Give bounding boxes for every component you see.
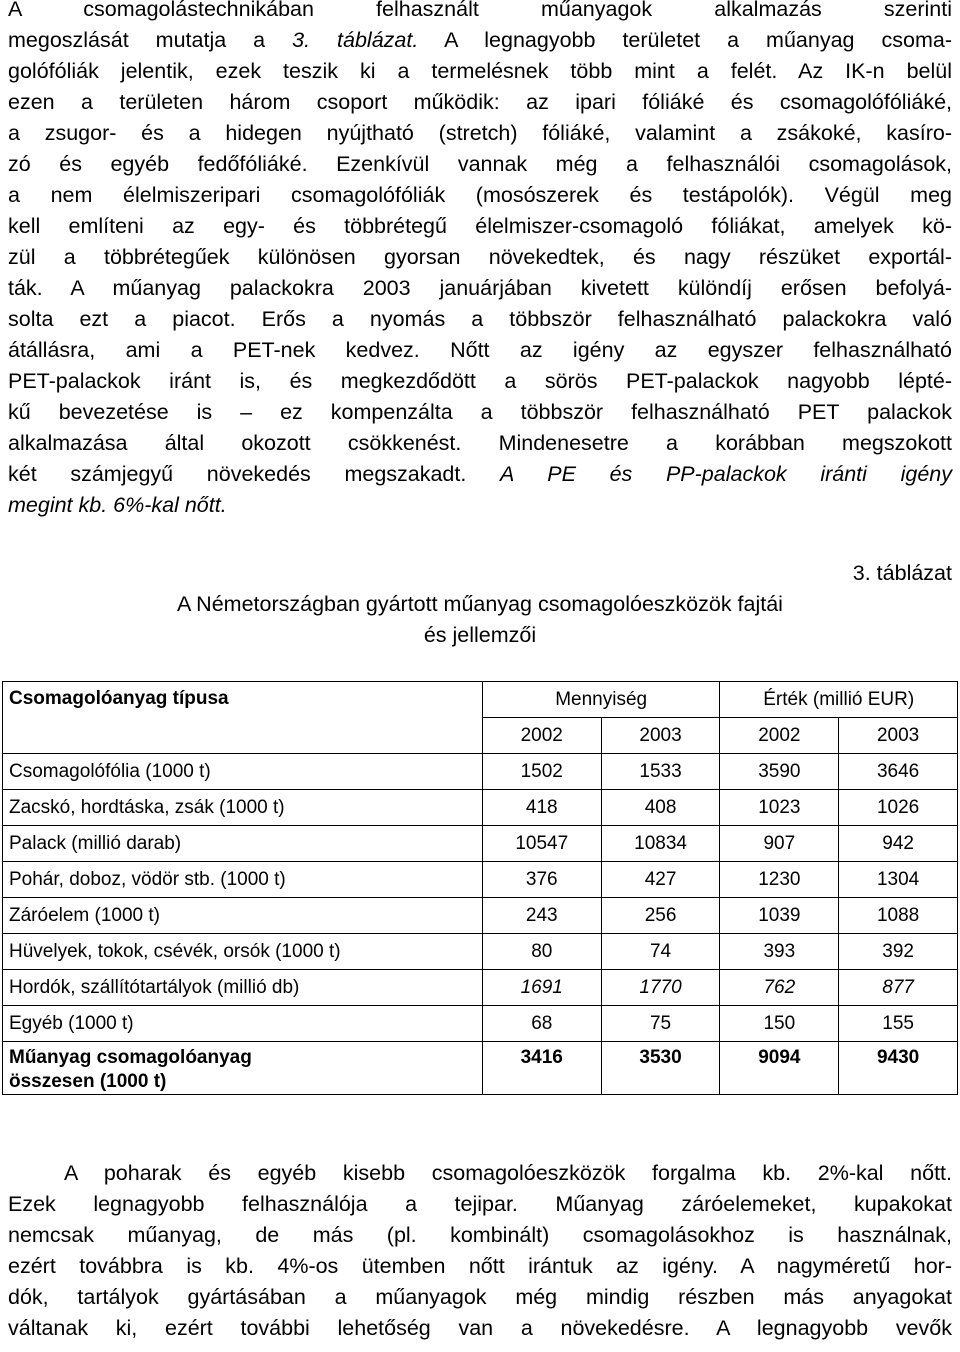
text-line: dók, tartályok gyártásában a műanyagok még mindig részben más anyagokat [8,1285,952,1309]
cell-value: 74 [601,934,720,970]
cell-value: 80 [482,934,601,970]
cell-value: 75 [601,1006,720,1042]
cell-value: 877 [839,970,958,1006]
table-row [3,754,958,790]
cell-value: 1039 [720,898,839,934]
cell-value: 1023 [720,790,839,826]
year-header: 2003 [601,718,720,754]
text-line: ezért továbbra is kb. 4%-os ütemben nőtt irántuk az igény. A nagyméretű hor- [8,1254,952,1278]
cell-value: 1304 [839,862,958,898]
text-line: golófóliák jelentik, ezek teszik ki a termelésnek több mint a felét. Az IK-n belül [8,59,952,83]
total-label [3,1042,483,1095]
cell-value: 376 [482,862,601,898]
table-title-line-1: A Németországban gyártott műanyag csomagolóeszközök fajtái [177,592,783,616]
cell-value: 1691 [482,970,601,1006]
table-row [3,898,958,934]
total-value: 9430 [839,1042,958,1095]
total-value: 3530 [601,1042,720,1095]
text-line: A csomagolástechnikában felhasznált műanyagok alkalmazás szerinti [8,0,952,21]
text-line: a zsugor- és a hidegen nyújtható (stretch) fóliáké, valamint a zsákoké, kasíro- [8,121,952,145]
year-header: 2003 [839,718,958,754]
year-header: 2002 [720,718,839,754]
header-value: Érték (millió EUR) [720,682,958,718]
cell-value: 1088 [839,898,958,934]
row-label: Palack (millió darab) [3,826,483,862]
text-line: megint kb. 6%-kal nőtt. [8,493,227,517]
table-row [3,1006,958,1042]
text-line [8,25,952,56]
cell-value: 155 [839,1006,958,1042]
table-title [0,589,960,651]
cell-value: 408 [601,790,720,826]
text-line: solta ezt a piacot. Erős a nyomás a többször felhasználható palackokra való [8,307,952,331]
text-line: zó és egyéb fedőfóliáké. Ezenkívül vannak még a felhasználói csomagolások, [8,152,952,176]
cell-value: 427 [601,862,720,898]
cell-value: 150 [720,1006,839,1042]
text-line: PET-palackok iránt is, és megkezdődött a sörös PET-palackok nagyobb lépté- [8,369,952,393]
row-label: Pohár, doboz, vödör stb. (1000 t) [3,862,483,898]
cell-value: 3646 [839,754,958,790]
cell-value: 1026 [839,790,958,826]
row-label: Záróelem (1000 t) [3,898,483,934]
text-line: kű bevezetése is – ez kompenzálta a többször felhasználható PET palackok [8,400,952,424]
cell-value: 1770 [601,970,720,1006]
table-reference: 3. táblázat. [292,28,419,52]
cell-value: 1502 [482,754,601,790]
row-label: Csomagolófólia (1000 t) [3,754,483,790]
text-line: ták. A műanyag palackokra 2003 januárjában kivetett különdíj erősen befolyá- [8,276,952,300]
text-line: a nem élelmiszeripari csomagolófóliák (mosószerek és testápolók). Végül meg [8,183,952,207]
total-label-line-1: Műanyag csomagolóanyag [9,1047,252,1068]
total-label-line-2: összesen (1000 t) [9,1071,167,1092]
cell-value: 1230 [720,862,839,898]
text-line: nemcsak műanyag, de más (pl. kombinált) csomagolásokhoz is használnak, [8,1223,952,1247]
cell-value: 10834 [601,826,720,862]
text-line: ezen a területen három csoport működik: az ipari fóliáké és csomagolófóliáké, [8,90,952,114]
cell-value: 762 [720,970,839,1006]
total-value: 3416 [482,1042,601,1095]
row-label: Hüvelyek, tokok, csévék, orsók (1000 t) [3,934,483,970]
text-line: zül a többrétegűek különösen gyorsan növekedtek, és nagy részüket exportál- [8,245,952,269]
table-row [3,790,958,826]
row-label: Egyéb (1000 t) [3,1006,483,1042]
table-title-line-2: és jellemzői [423,623,537,647]
cell-value: 68 [482,1006,601,1042]
text-line: A poharak és egyéb kisebb csomagolóeszközök forgalma kb. 2%-kal nőtt. [64,1161,952,1185]
text-line: Ezek legnagyobb felhasználója a tejipar. Műanyag záróelemeket, kupakokat [8,1192,952,1216]
text-line: kell említeni az egy- és többrétegű élelmiszer-csomagoló fóliákat, amelyek kö- [8,214,952,238]
cell-value: 393 [720,934,839,970]
body-paragraph-2 [8,1158,952,1344]
cell-value: 10547 [482,826,601,862]
text-line: váltanak ki, ezért további lehetőség van a növekedésre. A legnagyobb vevők [8,1316,952,1340]
text-fragment: megoszlását mutatja a [8,28,293,52]
text-line [8,459,952,490]
table-number: 3. táblázat [852,561,952,585]
cell-value: 907 [720,826,839,862]
cell-value: 418 [482,790,601,826]
italic-fragment: A PE és PP-palackok iránti igény [500,462,952,486]
header-type: Csomagolóanyag típusa [3,682,483,754]
text-line: alkalmazása által okozott csökkenést. Mindenesetre a korábban megszokott [8,431,952,455]
total-value: 9094 [720,1042,839,1095]
row-label: Hordók, szállítótartályok (millió db) [3,970,483,1006]
cell-value: 942 [839,826,958,862]
packaging-table [2,681,958,1095]
row-label: Zacskó, hordtáska, zsák (1000 t) [3,790,483,826]
table-total-row [3,1042,958,1095]
cell-value: 3590 [720,754,839,790]
text-fragment: A legnagyobb területet a műanyag csoma- [418,28,952,52]
cell-value: 256 [601,898,720,934]
text-line: átállásra, ami a PET-nek kedvez. Nőtt az igény az egyszer felhasználható [8,338,952,362]
table-row [3,970,958,1006]
text-fragment: két számjegyű növekedés megszakadt. [8,462,501,486]
table-row [3,862,958,898]
header-quantity: Mennyiség [482,682,720,718]
table-row [3,934,958,970]
cell-value: 243 [482,898,601,934]
year-header: 2002 [482,718,601,754]
cell-value: 1533 [601,754,720,790]
table-row [3,826,958,862]
table-header-row [3,682,958,718]
body-paragraph-1 [8,0,952,521]
cell-value: 392 [839,934,958,970]
